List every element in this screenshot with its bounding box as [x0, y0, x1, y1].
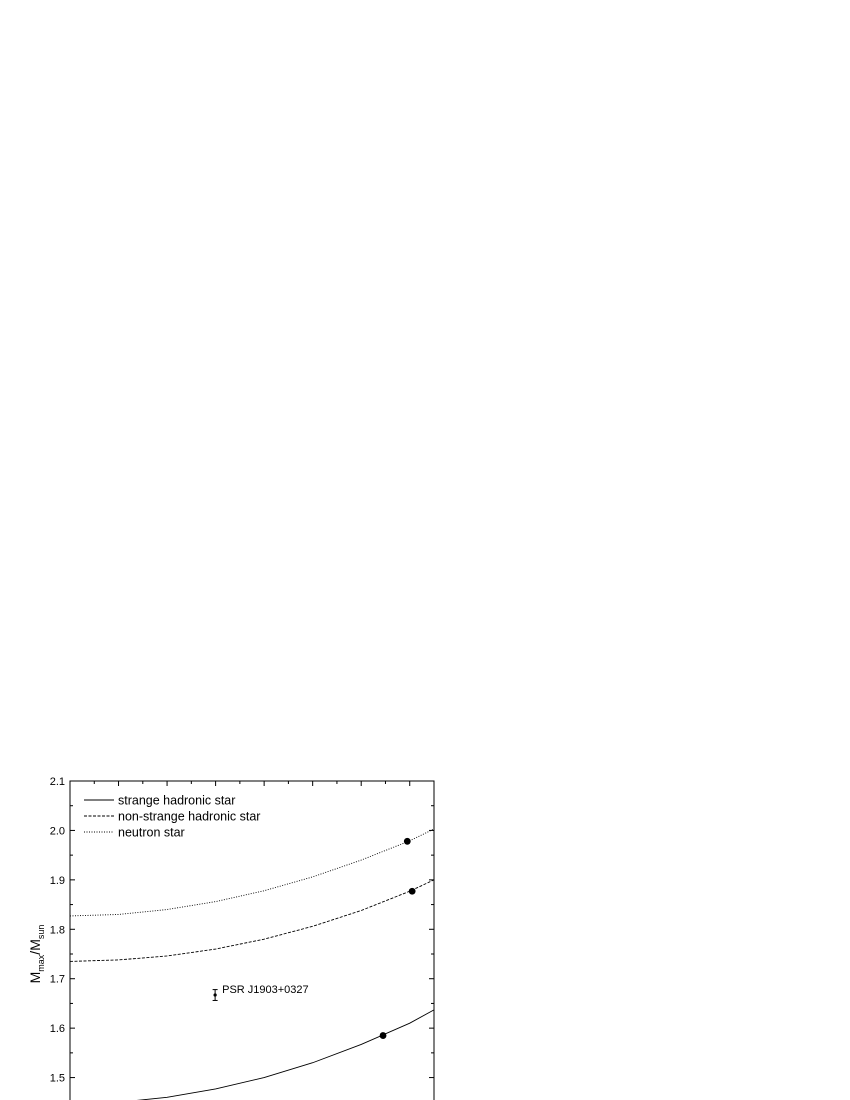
y-tick-label: 2.0 [49, 825, 65, 838]
series-line-1 [70, 880, 434, 962]
legend [84, 794, 260, 840]
y-axis-main: M [27, 971, 43, 984]
series-marker-0 [380, 1032, 387, 1039]
y-axis-sub1: max [36, 954, 46, 972]
y-tick-label: 1.8 [49, 924, 65, 937]
annotation-layer [213, 984, 309, 1000]
y-axis-sub2: sun [36, 924, 46, 940]
series-line-0 [70, 1010, 434, 1100]
y-tick-label: 1.5 [49, 1072, 65, 1085]
y-tick-label: 1.6 [49, 1023, 65, 1036]
annotation-point [214, 993, 217, 996]
legend-label-1: non-strange hadronic star [118, 809, 261, 824]
series-layer [70, 829, 434, 1100]
legend-label-2: neutron star [118, 825, 185, 840]
legend-label-0: strange hadronic star [118, 793, 236, 808]
annotation-label: PSR J1903+0327 [222, 984, 309, 997]
y-axis-slash: /M [27, 939, 43, 955]
y-tick-labels [50, 776, 65, 1100]
y-tick-label: 1.9 [49, 874, 65, 887]
y-tick-label: 1.7 [49, 973, 65, 986]
y-tick-label: 2.1 [49, 776, 65, 788]
y-axis-title [27, 925, 46, 984]
series-marker-1 [409, 888, 416, 895]
series-marker-2 [404, 838, 411, 845]
